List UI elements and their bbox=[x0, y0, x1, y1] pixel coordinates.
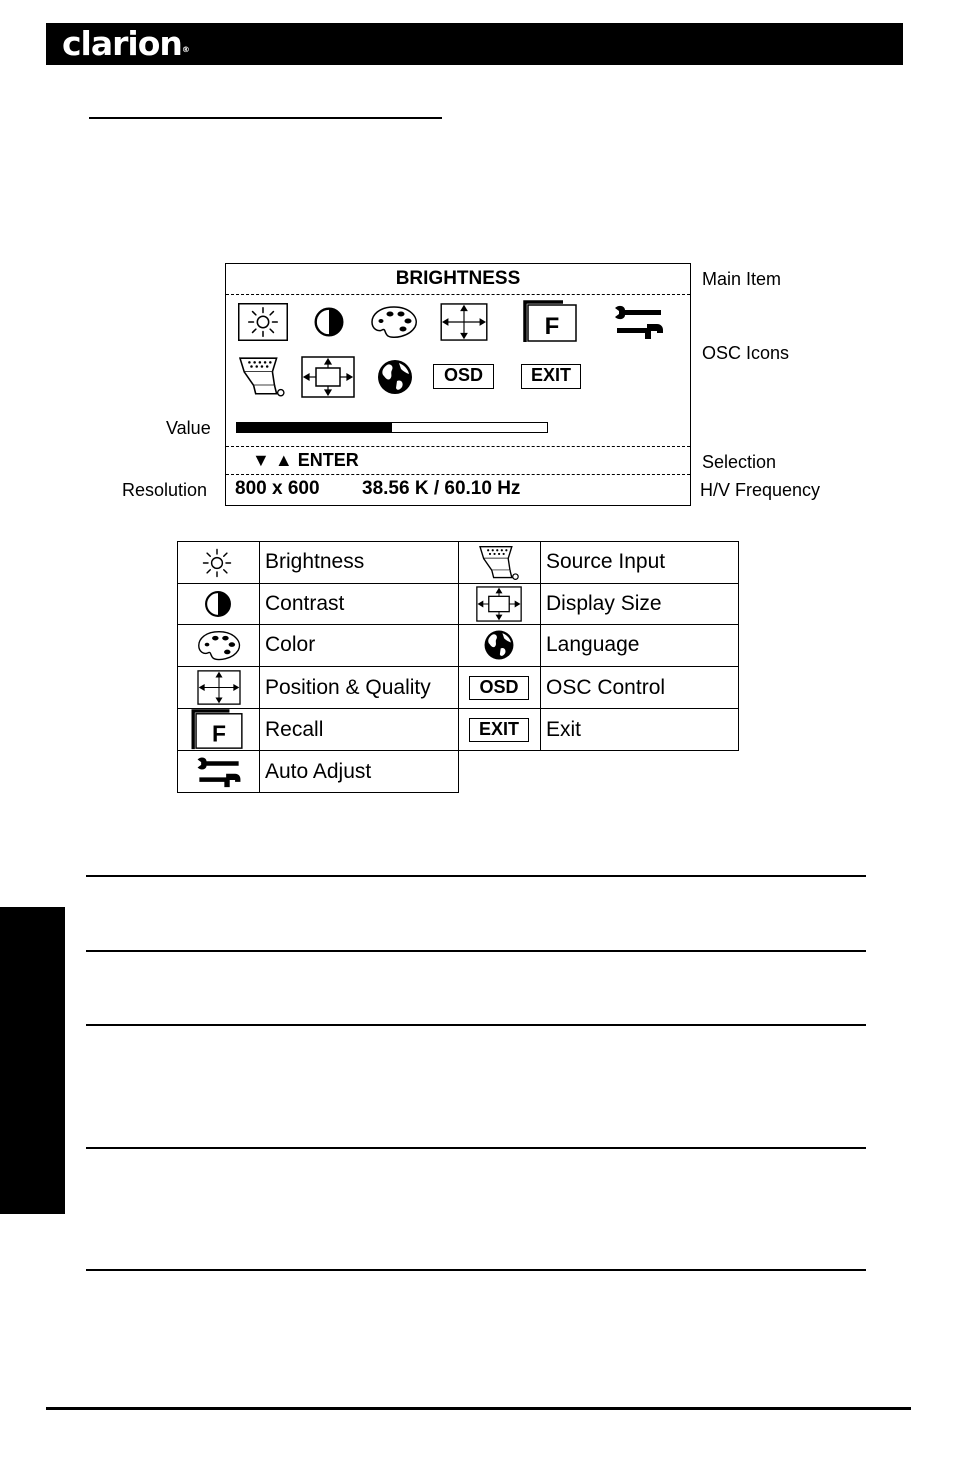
vga-connector-icon bbox=[476, 543, 524, 583]
contrast-icon[interactable] bbox=[310, 303, 348, 341]
header-bar bbox=[46, 23, 903, 65]
osd-main-item-title: BRIGHTNESS bbox=[395, 268, 521, 289]
value-slider[interactable] bbox=[236, 422, 548, 433]
globe-icon bbox=[482, 628, 516, 662]
enter-label: ENTER bbox=[297, 450, 359, 470]
section-rule bbox=[86, 950, 866, 952]
footer-rule bbox=[46, 1407, 911, 1410]
section-rule bbox=[86, 1147, 866, 1149]
callout-hv-frequency: H/V Frequency bbox=[700, 480, 821, 500]
legend-label-auto-adjust: Auto Adjust bbox=[265, 760, 372, 783]
contrast-icon bbox=[201, 587, 235, 621]
resolution-readout: 800 x 600 bbox=[235, 478, 320, 499]
section-rule bbox=[86, 1269, 866, 1271]
wrench-hammer-icon bbox=[194, 754, 244, 790]
osd-button[interactable]: OSD bbox=[433, 364, 494, 389]
legend-label-contrast: Contrast bbox=[265, 592, 345, 615]
brand-name: clarion bbox=[62, 24, 182, 63]
section-title-rule bbox=[89, 117, 442, 119]
side-tab-marker bbox=[0, 907, 65, 1214]
osd-menu-diagram bbox=[225, 263, 691, 506]
recall-f-icon[interactable] bbox=[522, 300, 580, 344]
callout-resolution: Resolution bbox=[122, 480, 208, 500]
legend-label-exit: Exit bbox=[546, 718, 582, 741]
legend-label-display-size: Display Size bbox=[546, 592, 662, 615]
sun-icon[interactable] bbox=[238, 303, 288, 341]
legend-label-color: Color bbox=[265, 633, 316, 656]
legend-label-language: Language bbox=[546, 633, 640, 656]
display-size-icon bbox=[476, 586, 522, 622]
wrench-hammer-icon[interactable] bbox=[610, 302, 668, 342]
osd-divider bbox=[226, 294, 690, 295]
legend-label-brightness: Brightness bbox=[265, 550, 365, 573]
vga-connector-icon[interactable] bbox=[236, 354, 290, 400]
position-arrows-icon bbox=[197, 670, 241, 705]
legend-label-osc-control: OSC Control bbox=[546, 676, 666, 699]
palette-icon bbox=[196, 627, 242, 664]
callout-osc-icons: OSC Icons bbox=[702, 343, 790, 363]
sun-icon bbox=[199, 545, 235, 581]
legend-label-source-input: Source Input bbox=[546, 550, 666, 573]
position-arrows-icon[interactable] bbox=[438, 303, 490, 341]
callout-value: Value bbox=[166, 418, 211, 438]
osd-button-icon: OSD bbox=[469, 676, 529, 700]
display-size-icon[interactable] bbox=[301, 356, 355, 398]
down-arrow-icon: ▼ bbox=[252, 450, 270, 470]
callout-selection: Selection bbox=[702, 452, 777, 472]
legend-label-position-quality: Position & Quality bbox=[265, 676, 431, 699]
registered-mark: ® bbox=[181, 45, 189, 54]
palette-icon[interactable] bbox=[368, 302, 420, 342]
osd-divider bbox=[226, 446, 690, 447]
frequency-readout: 38.56 K / 60.10 Hz bbox=[362, 478, 521, 499]
globe-icon[interactable] bbox=[375, 357, 415, 397]
section-rule bbox=[86, 1024, 866, 1026]
exit-button-icon: EXIT bbox=[469, 718, 529, 742]
brand-logo bbox=[62, 25, 189, 63]
selection-row bbox=[252, 450, 359, 471]
section-rule bbox=[86, 875, 866, 877]
legend-label-recall: Recall bbox=[265, 718, 324, 741]
recall-f-icon bbox=[191, 709, 245, 751]
osd-divider bbox=[226, 474, 690, 475]
value-slider-fill bbox=[237, 423, 392, 432]
up-arrow-icon: ▲ bbox=[274, 450, 293, 470]
exit-button[interactable]: EXIT bbox=[521, 364, 581, 389]
callout-main-item: Main Item bbox=[702, 269, 782, 289]
